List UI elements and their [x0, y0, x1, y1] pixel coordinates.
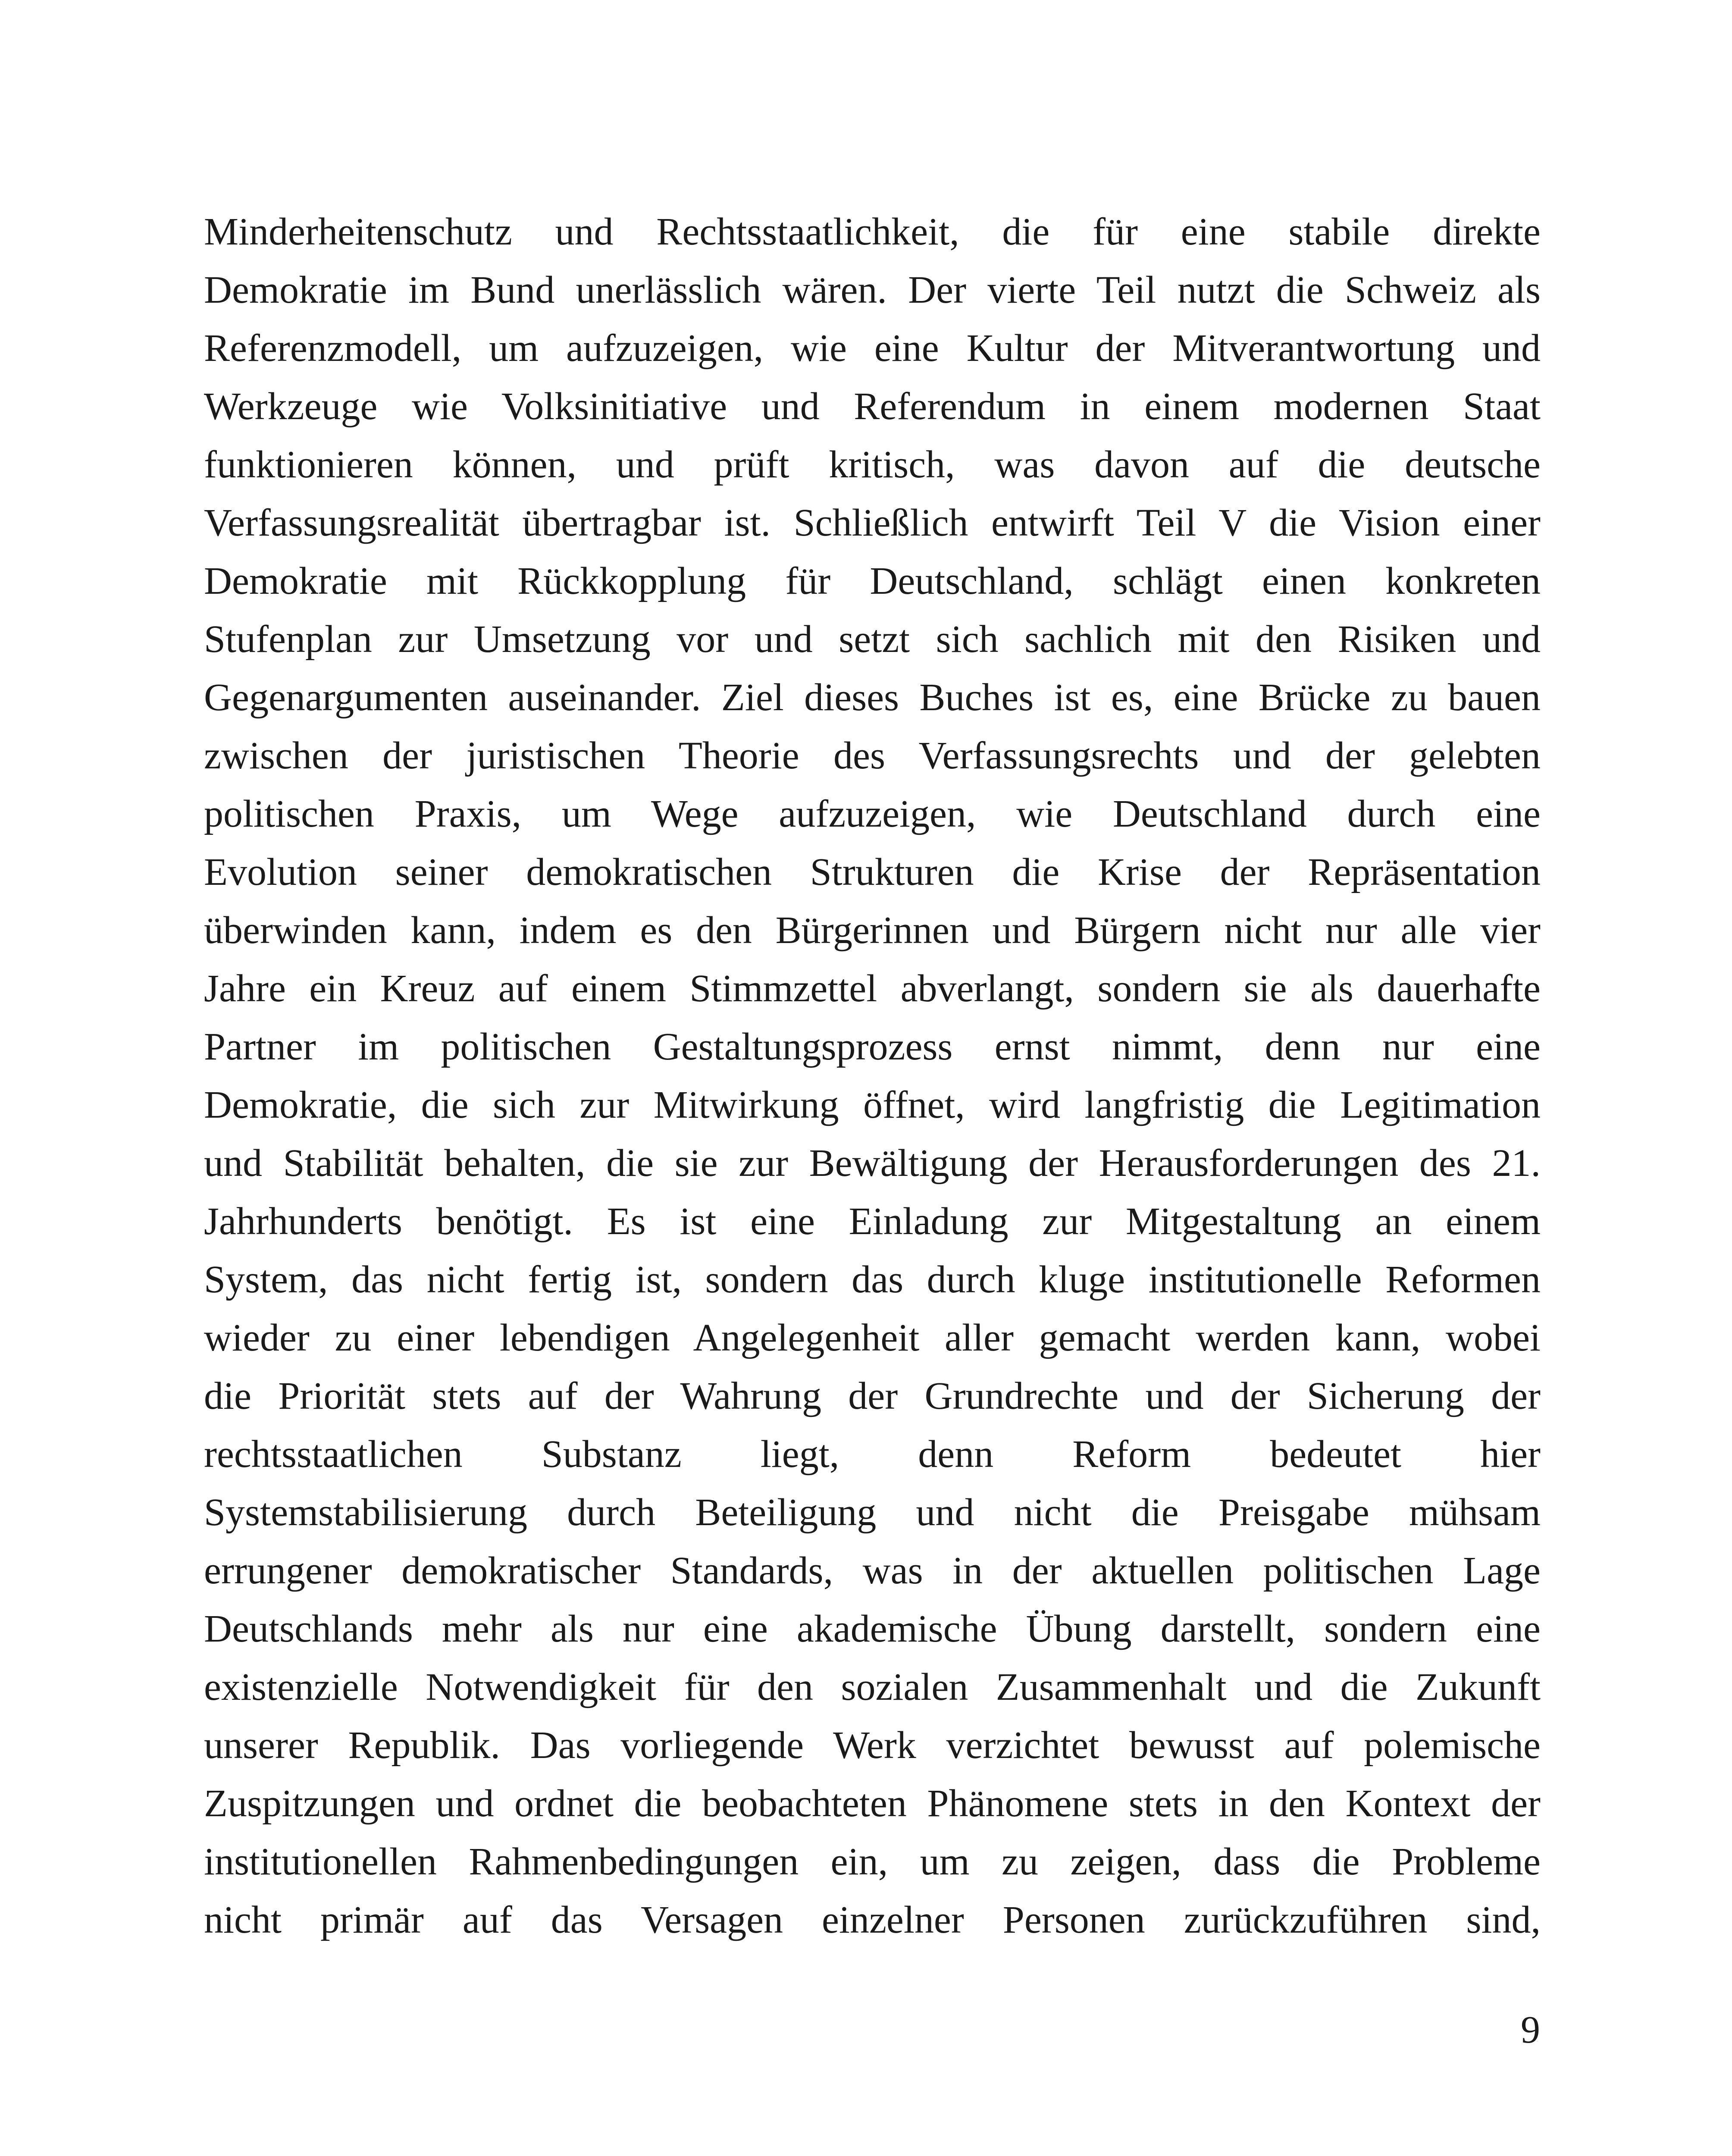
text-line: Referenzmodell, um aufzuzeigen, wie eine Kultur der Mitverantwortung und [204, 327, 1541, 370]
text-line: Verfassungsrealität übertragbar ist. Schließlich entwirft Teil V die Vision einer [204, 501, 1541, 544]
text-line: politischen Praxis, um Wege aufzuzeigen, wie Deutschland durch eine [204, 793, 1541, 835]
text-line: Minderheitenschutz und Rechtsstaatlichkeit, die für eine stabile direkte [204, 210, 1541, 253]
text-line: unserer Republik. Das vorliegende Werk verzichtet bewusst auf polemische [204, 1724, 1541, 1767]
text-line: Zuspitzungen und ordnet die beobachteten Phänomene stets in den Kontext der [204, 1782, 1541, 1825]
text-line: nicht primär auf das Versagen einzelner Personen zurückzuführen sind, [204, 1899, 1541, 1941]
text-line: Gegenargumenten auseinander. Ziel dieses Buches ist es, eine Brücke zu bauen [204, 676, 1541, 719]
text-line: Demokratie, die sich zur Mitwirkung öffnet, wird langfristig die Legitimation [204, 1084, 1541, 1126]
text-line: Jahrhunderts benötigt. Es ist eine Einladung zur Mitgestaltung an einem [204, 1200, 1541, 1243]
text-line: errungener demokratischer Standards, was in der aktuellen politischen Lage [204, 1549, 1541, 1592]
body-paragraph [204, 203, 1541, 1949]
text-line: zwischen der juristischen Theorie des Verfassungsrechts und der gelebten [204, 734, 1541, 777]
text-line: Systemstabilisierung durch Beteiligung und nicht die Preisgabe mühsam [204, 1491, 1541, 1534]
text-line: überwinden kann, indem es den Bürgerinnen und Bürgern nicht nur alle vier [204, 909, 1541, 952]
text-line: institutionellen Rahmenbedingungen ein, um zu zeigen, dass die Probleme [204, 1840, 1541, 1883]
text-line: Werkzeuge wie Volksinitiative und Referendum in einem modernen Staat [204, 385, 1541, 428]
text-line: Stufenplan zur Umsetzung vor und setzt sich sachlich mit den Risiken und [204, 618, 1541, 661]
text-line: wieder zu einer lebendigen Angelegenheit aller gemacht werden kann, wobei [204, 1316, 1541, 1359]
text-line: Evolution seiner demokratischen Strukturen die Krise der Repräsentation [204, 851, 1541, 893]
text-line: und Stabilität behalten, die sie zur Bewältigung der Herausforderungen des 21. [204, 1142, 1541, 1185]
text-line: Partner im politischen Gestaltungsprozess ernst nimmt, denn nur eine [204, 1025, 1541, 1068]
text-line: Demokratie mit Rückkopplung für Deutschland, schlägt einen konkreten [204, 560, 1541, 602]
text-line: funktionieren können, und prüft kritisch, was davon auf die deutsche [204, 443, 1541, 486]
page-number: 9 [1521, 2009, 1540, 2051]
text-line: existenzielle Notwendigkeit für den sozialen Zusammenhalt und die Zukunft [204, 1666, 1541, 1708]
text-line: Deutschlands mehr als nur eine akademische Übung darstellt, sondern eine [204, 1608, 1541, 1650]
text-line: die Priorität stets auf der Wahrung der Grundrechte und der Sicherung der [204, 1375, 1541, 1417]
text-line: Jahre ein Kreuz auf einem Stimmzettel abverlangt, sondern sie als dauerhafte [204, 967, 1541, 1010]
text-line: rechtsstaatlichen Substanz liegt, denn Reform bedeutet hier [204, 1433, 1541, 1476]
text-line: System, das nicht fertig ist, sondern das durch kluge institutionelle Reformen [204, 1258, 1541, 1301]
text-line: Demokratie im Bund unerlässlich wären. Der vierte Teil nutzt die Schweiz als [204, 269, 1541, 311]
